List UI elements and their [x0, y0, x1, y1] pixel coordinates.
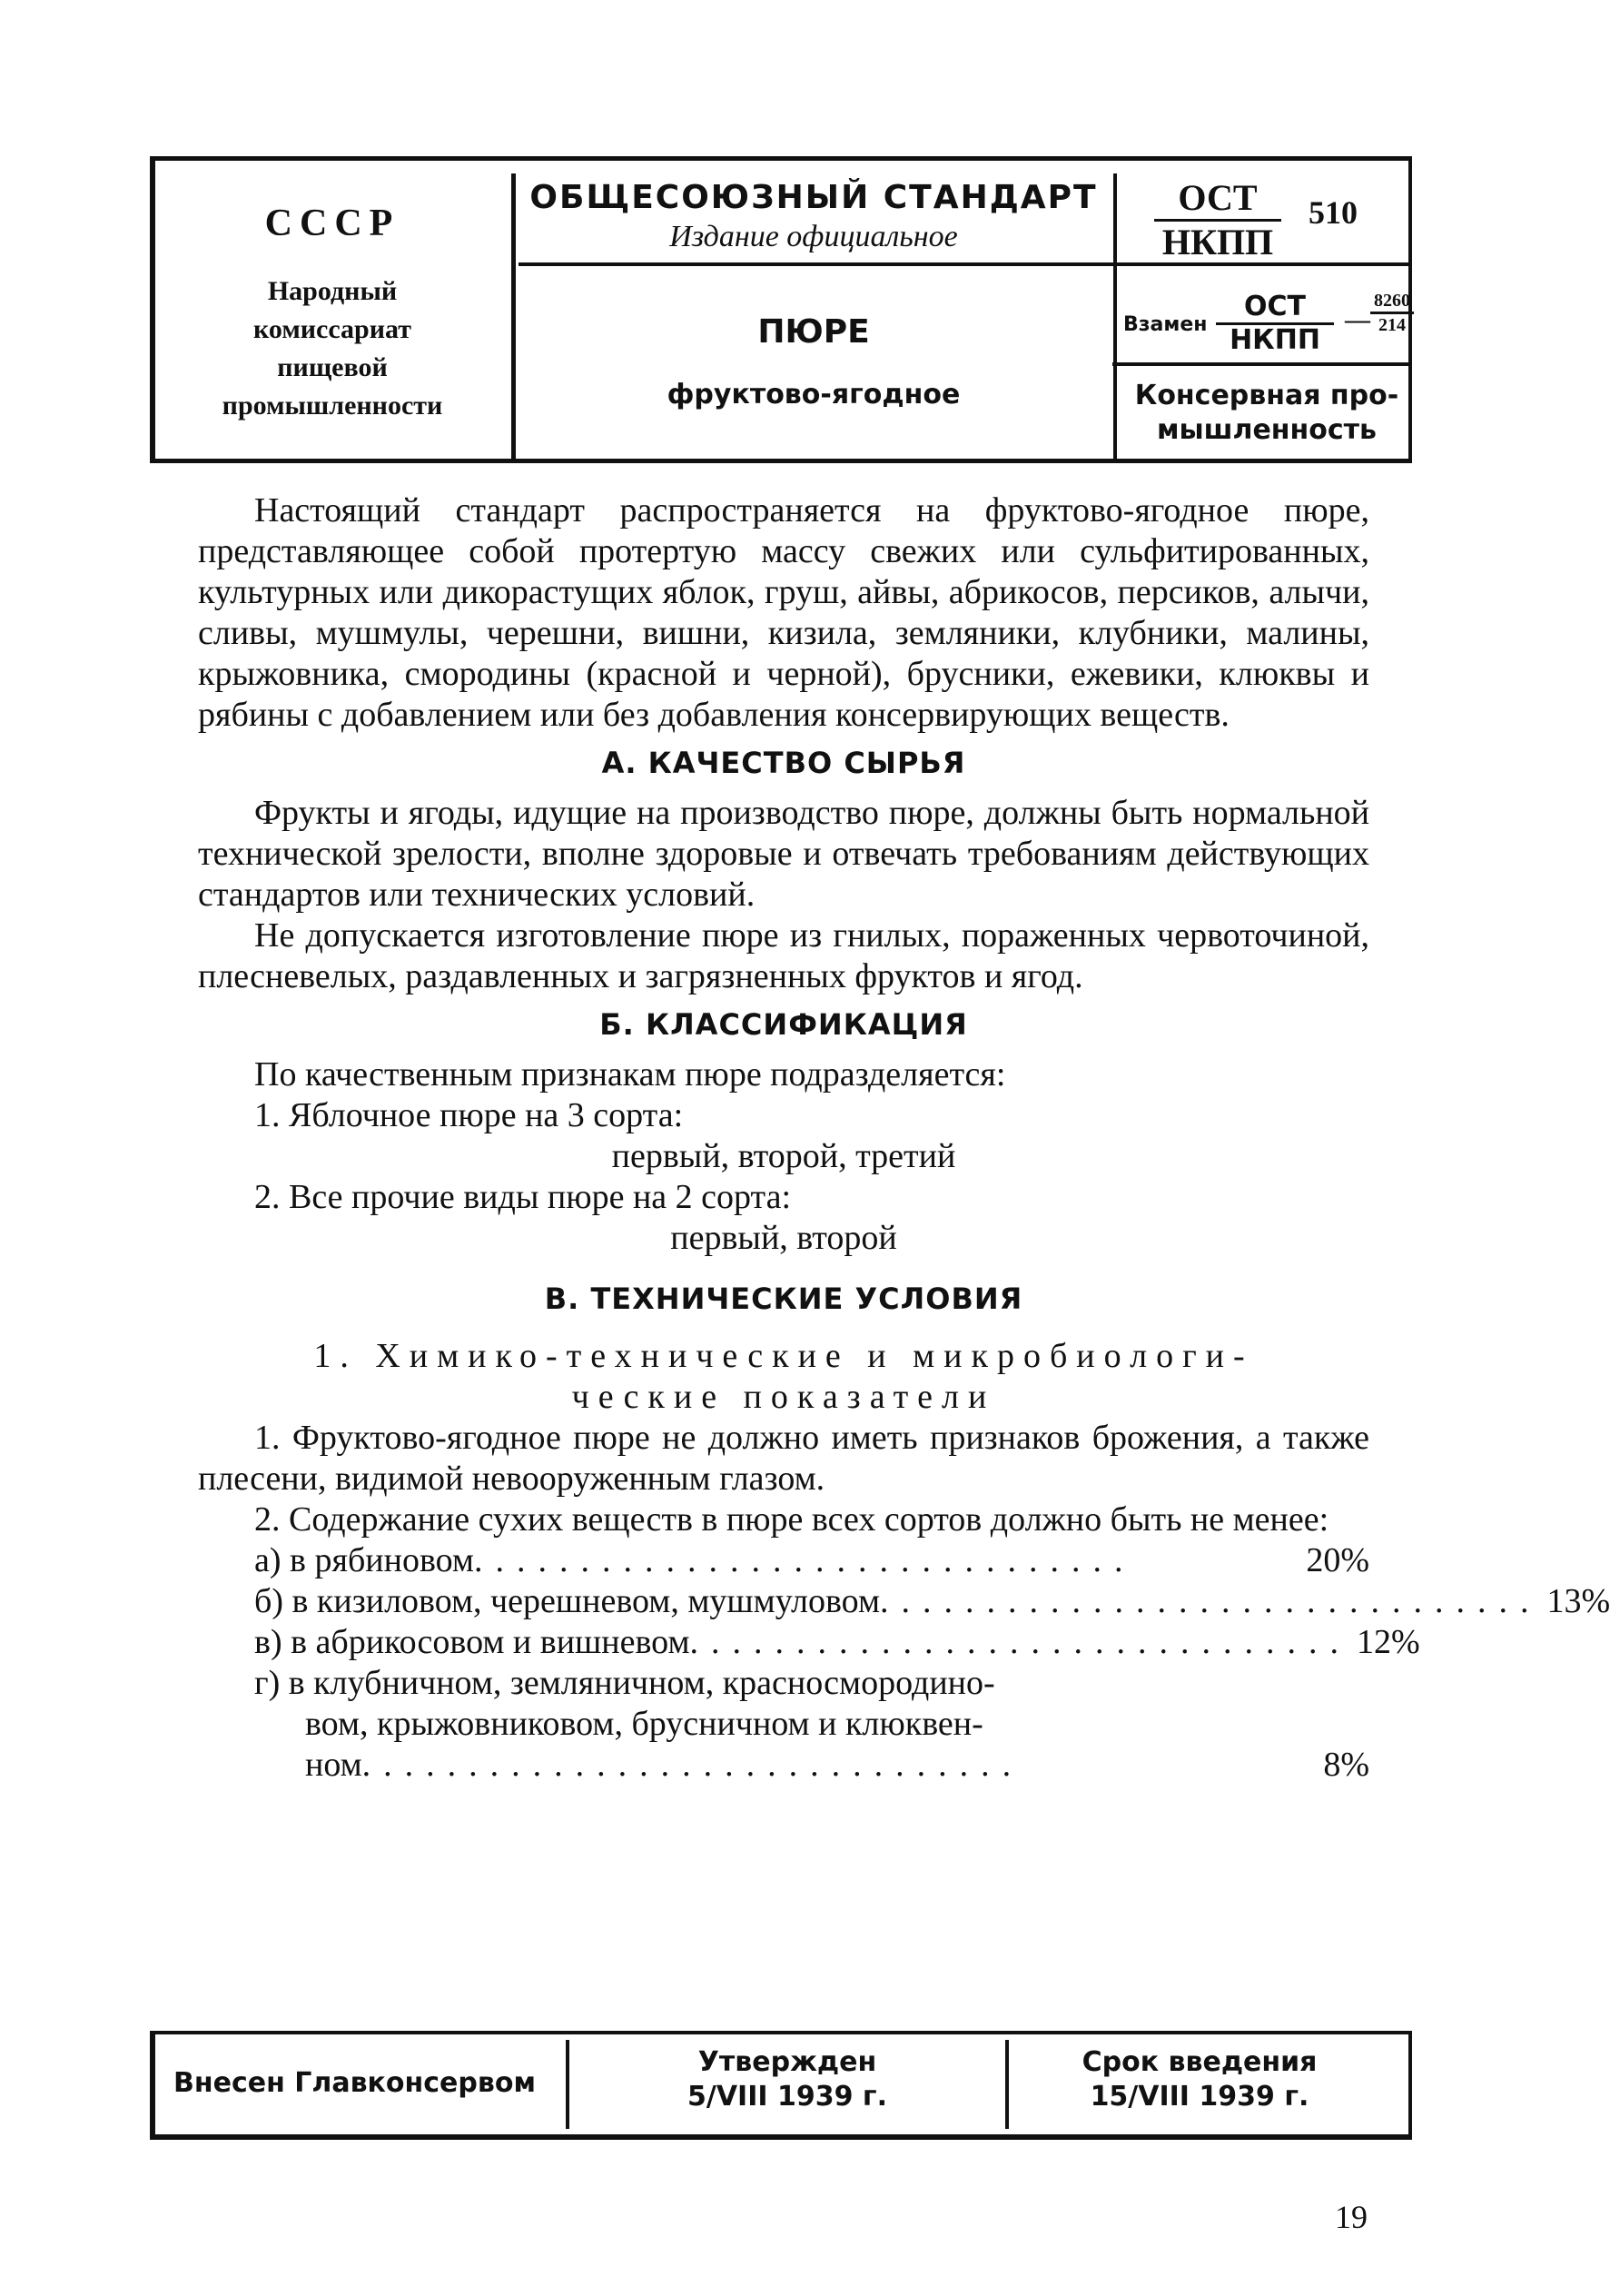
designation-cell: [1118, 161, 1408, 459]
footer-table: [150, 2031, 1412, 2140]
effective-label: Срок введения: [1082, 2046, 1318, 2078]
paragraph: Фрукты и ягоды, идущие на производство пюре, должны быть нормальной технической зрелости, вполне здоровые и отвечать требованиям действующих стандартов или технических условий.: [198, 794, 1369, 914]
industry-line: мышленность: [1156, 414, 1378, 446]
effective-date: [1009, 2045, 1390, 2114]
replaces-designation: [1216, 292, 1334, 356]
requirement-row: [198, 1622, 1420, 1663]
introduced-by: Внесен Главконсервом: [173, 2067, 536, 2099]
designation: [1154, 177, 1281, 263]
page-number: 19: [1335, 2199, 1368, 2235]
product-subtitle: фруктово-ягодное: [667, 379, 961, 411]
section-heading: В. ТЕХНИЧЕСКИЕ УСЛОВИЯ: [544, 1282, 1023, 1316]
section-heading: Б. КЛАССИФИКАЦИЯ: [599, 1007, 968, 1042]
approved-date: 5/VIII 1939 г.: [687, 2081, 887, 2113]
edition-note: Издание официальное: [669, 220, 958, 253]
replaces-num-bottom: 214: [1378, 315, 1406, 335]
country: СССР: [264, 203, 400, 244]
intro-paragraph: Настоящий стандарт распространяется на фруктово-ягодное пюре, представляющее собой протертую массу свежих или сульфитированных, культурных или дикорастущих яблок, груш, айвы, абрикосов, персиков, алычи, сливы, мушмулы, черешни, вишни, кизила, земляники, клубники, малины, крыжовника, смородины (красной и черной), брусники, ежевики, клюквы и рябины с добавлением или без добавления консервирующих веществ.: [198, 491, 1369, 734]
requirement-value: 12%: [1357, 1623, 1420, 1661]
divider: [1113, 173, 1117, 459]
divider: [1112, 362, 1408, 366]
requirement-value: 8%: [1323, 1746, 1369, 1784]
paragraph: Не допускается изготовление пюре из гнилых, пораженных червоточиной, плесневелых, раздавленных и загрязненных фруктов и ягод.: [198, 916, 1369, 995]
paragraph: По качественным признакам пюре подразделяется:: [254, 1055, 1006, 1094]
header-table: [150, 156, 1412, 463]
requirement-value: 13%: [1546, 1582, 1610, 1620]
paragraph: 1. Фруктово-ягодное пюре не должно иметь признаков брожения, а также плесени, видимой невооруженным глазом.: [198, 1419, 1369, 1498]
org-line: комиссариат: [253, 314, 411, 344]
requirement-row: [198, 1581, 1610, 1622]
requirement-row: [198, 1745, 1369, 1786]
leader-dots: ...............................: [361, 1746, 1024, 1784]
requirement-row: [198, 1540, 1369, 1581]
requirement-label: вом, крыжовниковом, брусничном и клюквен-: [305, 1705, 983, 1743]
list-item: 1. Яблочное пюре на 3 сорта:: [254, 1096, 684, 1134]
issuing-authority-cell: [155, 161, 509, 459]
requirement-label: а) в рябиновом: [254, 1541, 474, 1579]
replaces-bottom: НКПП: [1230, 324, 1320, 356]
paragraph: 2. Содержание сухих веществ в пюре всех сортов должно быть не менее:: [254, 1500, 1329, 1539]
approved-label: Утвержден: [697, 2046, 877, 2078]
leader-dots: ...............................: [473, 1541, 1136, 1579]
leader-dots: ...............................: [880, 1582, 1542, 1620]
section-heading: А. КАЧЕСТВО СЫРЬЯ: [601, 746, 966, 780]
organization: [155, 272, 509, 425]
requirement-value: 20%: [1306, 1541, 1369, 1579]
grades: первый, второй: [670, 1219, 897, 1257]
replaces-num-top: 8260: [1370, 290, 1414, 314]
requirement-label: в) в абрикосовом и вишневом: [254, 1623, 690, 1661]
requirement-label: г) в клубничном, земляничном, красносмородино-: [254, 1664, 995, 1702]
list-item: 2. Все прочие виды пюре на 2 сорта:: [254, 1178, 792, 1216]
title-cell: [519, 161, 1109, 459]
subsection-heading: 1. Химико-технические и микробиологи-: [313, 1337, 1254, 1375]
approved: [569, 2045, 1005, 2114]
industry-line: Консервная про-: [1134, 380, 1399, 411]
designation-top: ОСТ: [1154, 177, 1281, 222]
divider: [519, 262, 1118, 266]
divider: [511, 173, 516, 459]
document-body: [198, 490, 1610, 1786]
replaces-number: [1370, 290, 1414, 336]
replaces-dash: —: [1345, 306, 1370, 334]
subsection-heading: ческие показатели: [571, 1378, 996, 1416]
designation-number: 510: [1309, 194, 1358, 231]
designation-bottom: НКПП: [1161, 222, 1274, 262]
grades: первый, второй, третий: [611, 1137, 956, 1175]
org-line: промышленности: [222, 391, 443, 421]
org-line: Народный: [267, 276, 398, 306]
replaces-top: ОСТ: [1216, 292, 1334, 325]
industry: [1131, 379, 1403, 448]
requirement-label: ном: [305, 1746, 362, 1784]
leader-dots: ...............................: [689, 1623, 1352, 1661]
org-line: пищевой: [277, 352, 388, 382]
requirement-label: б) в кизиловом, черешневом, мушмуловом: [254, 1582, 881, 1620]
replaces-label: Взамен: [1123, 313, 1208, 336]
effective-date-value: 15/VIII 1939 г.: [1090, 2081, 1309, 2113]
product-name: ПЮРЕ: [757, 313, 870, 351]
divider: [1112, 262, 1408, 266]
standard-title: ОБЩЕСОЮЗНЫЙ СТАНДАРТ: [529, 179, 1098, 216]
